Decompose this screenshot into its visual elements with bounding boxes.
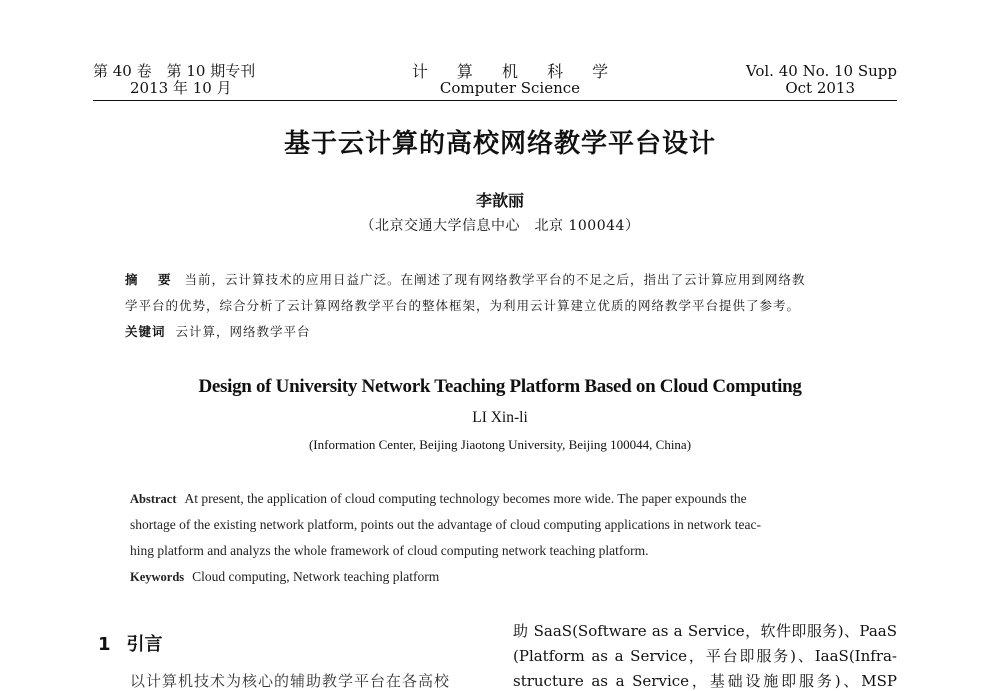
body-text-right-line1: 助 SaaS(Software as a Service，软件即服务)、PaaS xyxy=(513,622,897,640)
paper-title-cn: 基于云计算的高校网络教学平台设计 xyxy=(283,129,716,159)
keywords-en-text: Cloud computing, Network teaching platform xyxy=(192,569,440,584)
abstract-en-label: Abstract xyxy=(130,492,177,506)
body-text-left: 以计算机技术为核心的辅助教学平台在各高校 xyxy=(130,672,451,690)
abstract-en-line2: shortage of the existing network platform, points out the advantage of cloud computing applications in network teac- xyxy=(130,517,761,532)
issue-volume: 第 40 卷 第 10 期专刊 xyxy=(93,62,256,80)
abstract-cn xyxy=(125,270,806,288)
section-number: 1 xyxy=(98,634,111,655)
abstract-cn-label: 摘 要 xyxy=(125,272,175,287)
abstract-en-line3: hing platform and analyzs the whole framework of cloud computing network teaching platform. xyxy=(130,543,649,558)
keywords-en-label: Keywords xyxy=(130,570,185,584)
abstract-en xyxy=(130,491,747,507)
section-heading xyxy=(98,630,163,656)
keywords-cn-text: 云计算，网络教学平台 xyxy=(175,324,311,339)
abstract-en-line1: At present, the application of cloud computing technology becomes more wide. The paper expounds the xyxy=(184,491,747,506)
journal-name-cn: 计 算 机 科 学 xyxy=(411,62,621,81)
issue-date: 2013 年 10 月 xyxy=(130,79,232,97)
affiliation-en: (Information Center, Beijing Jiaotong University, Beijing 100044, China) xyxy=(308,437,692,452)
issue-date-en: Oct 2013 xyxy=(785,79,855,97)
affiliation-cn: （北京交通大学信息中心 北京 100044） xyxy=(360,218,640,234)
issue-info-en xyxy=(700,63,897,97)
journal-name xyxy=(380,63,640,97)
body-text-right-line2: (Platform as a Service，平台即服务)、IaaS(Infra- xyxy=(513,647,897,665)
issue-volume-en: Vol. 40 No. 10 Supp xyxy=(745,62,897,80)
author-en: LI Xin-li xyxy=(472,409,528,426)
abstract-cn-line2: 学平台的优势，综合分析了云计算网络教学平台的整体框架，为利用云计算建立优质的网络教学平台提供了参考。 xyxy=(125,298,801,313)
paper-title-en: Design of University Network Teaching Platform Based on Cloud Computing xyxy=(198,376,802,397)
keywords-cn xyxy=(125,322,311,340)
section-title: 引言 xyxy=(126,634,163,655)
keywords-en xyxy=(130,569,439,585)
keywords-cn-label: 关键词 xyxy=(125,324,166,339)
journal-name-en: Computer Science xyxy=(439,79,581,97)
header-rule xyxy=(93,100,897,101)
abstract-cn-line1: 当前，云计算技术的应用日益广泛。在阐述了现有网络教学平台的不足之后，指出了云计算应用到网络教 xyxy=(184,272,806,287)
body-text-right-line3: structure as a Service，基础设施即服务)、MSP xyxy=(513,672,897,690)
author-cn: 李歆丽 xyxy=(475,191,524,210)
issue-info xyxy=(93,63,293,97)
